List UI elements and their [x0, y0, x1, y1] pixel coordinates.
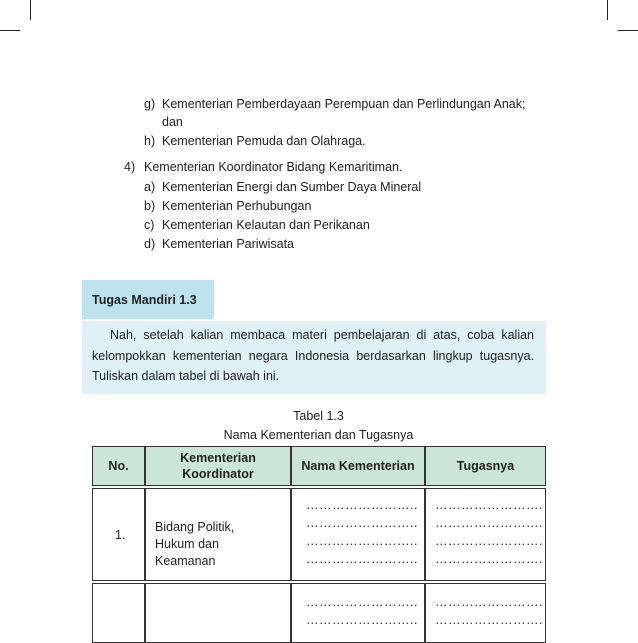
- instruction-line: Nah, setelah kalian membaca materi pembelajaran di atas, coba kalian: [110, 328, 534, 342]
- list-marker: h): [144, 134, 156, 148]
- blank-line[interactable]: ……………………..: [306, 534, 418, 548]
- blank-line[interactable]: …………………….: [435, 613, 543, 627]
- table-caption-number: Tabel 1.3: [293, 409, 344, 423]
- table-cell-koordinator: [145, 583, 291, 643]
- crop-mark: [0, 30, 20, 31]
- table-cell-tugas: [425, 488, 546, 581]
- list-text: Kementerian Energi dan Sumber Daya Mineral: [162, 180, 422, 194]
- table-header-nama: Nama Kementerian: [291, 446, 425, 486]
- table-cell-no: [92, 583, 145, 643]
- table-header-tugas: Tugasnya: [425, 446, 546, 486]
- list-marker: g): [144, 97, 156, 111]
- list-item-4: [124, 159, 402, 175]
- list-item-g-continuation: dan: [162, 115, 183, 129]
- crop-mark: [618, 30, 638, 31]
- koordinator-text: Bidang Politik, Hukum dan Keamanan: [155, 520, 235, 568]
- list-text: Kementerian Koordinator Bidang Kemaritiman.: [144, 160, 403, 174]
- sub-item-a: [144, 179, 421, 195]
- list-marker: b): [144, 199, 156, 213]
- list-text: Kementerian Kelautan dan Perikanan: [162, 218, 370, 232]
- list-text: Kementerian Pemberdayaan Perempuan dan Perlindungan Anak;: [162, 97, 526, 111]
- row-number: 1.: [115, 528, 126, 542]
- crop-mark: [607, 0, 608, 20]
- instruction-line: kelompokkan kementerian negara Indonesia berdasarkan lingkup tugasnya.: [92, 348, 534, 363]
- blank-line[interactable]: ……………………..: [306, 516, 418, 530]
- blank-line[interactable]: …………………….: [435, 552, 543, 566]
- instruction-line: Tuliskan dalam tabel di bawah ini.: [92, 369, 280, 383]
- list-marker: a): [144, 180, 156, 194]
- table-cell-nama: [291, 583, 425, 643]
- list-text: Kementerian Pariwisata: [162, 237, 295, 251]
- blank-line[interactable]: ……………………..: [306, 498, 418, 512]
- sub-item-c: [144, 217, 370, 233]
- tugas-mandiri-instructions: [82, 321, 546, 394]
- sub-item-b: [144, 198, 311, 214]
- list-marker: 4): [124, 160, 136, 174]
- blank-line[interactable]: …………………….: [435, 595, 543, 609]
- crop-mark: [30, 0, 31, 20]
- blank-line[interactable]: ……………………..: [306, 595, 418, 609]
- blank-line[interactable]: …………………….: [435, 498, 543, 512]
- table-cell-tugas: [425, 583, 546, 643]
- table-header-koordinator: Kementerian Koordinator: [145, 446, 291, 486]
- blank-line[interactable]: …………………….: [435, 516, 543, 530]
- list-item-h: [144, 133, 366, 149]
- table-header-no: No.: [92, 446, 145, 486]
- blank-line[interactable]: ……………………..: [306, 552, 418, 566]
- list-text: Kementerian Pemuda dan Olahraga.: [162, 134, 366, 148]
- table-cell-koordinator: [145, 488, 291, 581]
- tugas-mandiri-title: Tugas Mandiri 1.3: [82, 280, 214, 319]
- blank-line[interactable]: ……………………..: [306, 613, 418, 627]
- table-cell-nama: [291, 488, 425, 581]
- table-caption-title: Nama Kementerian dan Tugasnya: [223, 428, 414, 442]
- list-marker: d): [144, 237, 156, 251]
- blank-line[interactable]: …………………….: [435, 534, 543, 548]
- sub-item-d: [144, 236, 294, 252]
- list-marker: c): [144, 218, 155, 232]
- table-cell-no: [92, 488, 145, 581]
- list-item-g: [144, 96, 525, 112]
- list-text: Kementerian Perhubungan: [162, 199, 312, 213]
